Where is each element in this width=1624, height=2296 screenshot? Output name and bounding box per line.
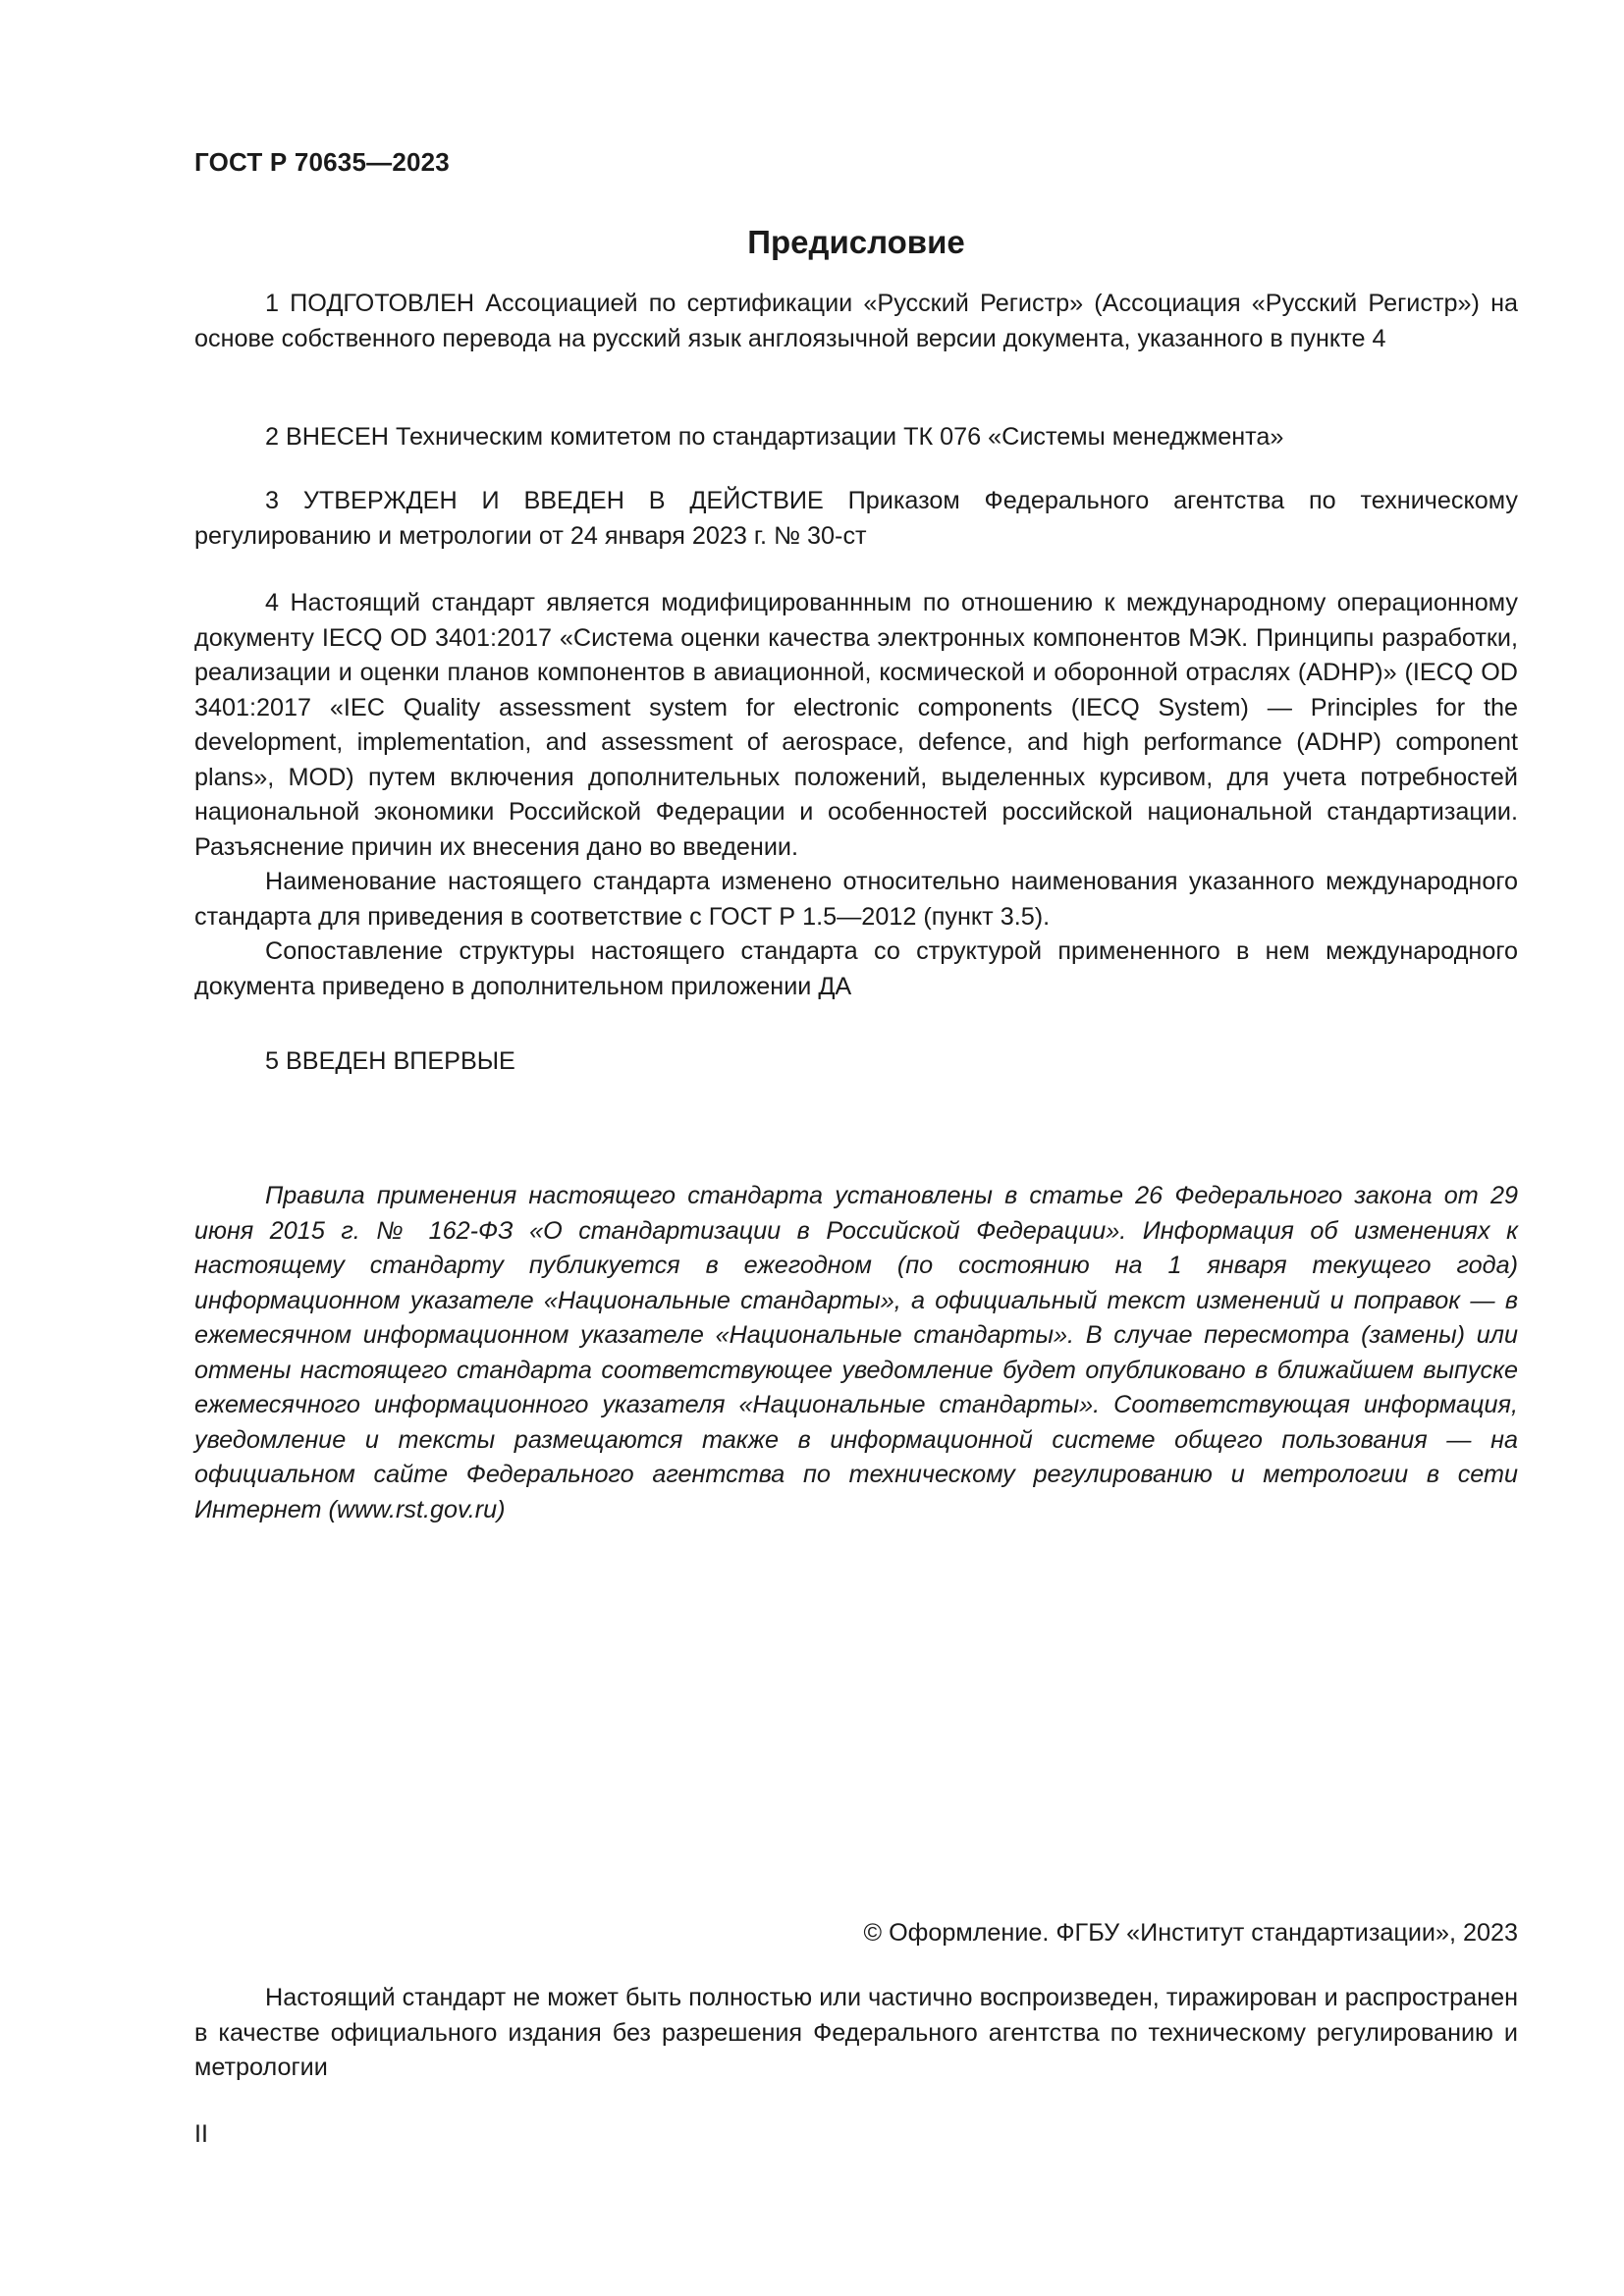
copyright-line: © Оформление. ФГБУ «Институт стандартизации», 2023 xyxy=(863,1919,1518,1947)
foreword-item-3-text: 3 УТВЕРЖДЕН И ВВЕДЕН В ДЕЙСТВИЕ Приказом Федерального агентства по техническому регулированию и метрологии от 24 января 2023 г. № 30-ст xyxy=(194,487,1518,550)
foreword-item-4-paragraph-2: Наименование настоящего стандарта изменено относительно наименования указанного международного стандарта для приведения в соответствие с ГОСТ Р 1.5—2012 (пункт 3.5). xyxy=(194,868,1518,931)
application-rules-notice xyxy=(194,1179,1518,1527)
foreword-item-5 xyxy=(194,1044,1518,1080)
standard-designation: ГОСТ Р 70635—2023 xyxy=(194,147,450,177)
reproduction-restriction-text: Настоящий стандарт не может быть полностью или частично воспроизведен, тиражирован и распространен в качестве официального издания без разрешения Федерального агентства по техническому регулированию и метрологии xyxy=(194,1984,1518,2081)
foreword-item-4 xyxy=(194,586,1518,1004)
foreword-item-4-paragraph-1: 4 Настоящий стандарт является модифицированнным по отношению к международному операционному документу IECQ OD 3401:2017 «Система оценки качества электронных компонентов МЭК. Принципы разработки, реализации и оценки планов компонентов в авиационной, космической и оборонной отраслях (ADHP)» (IECQ OD 3401:2017 «IEC Quality assessment system for electronic components (IECQ System) — Principles for the development, implementation, and assessment of aerospace, defence, and high performance (ADHP) component plans», MOD) путем включения дополнительных положений, выделенных курсивом, для учета потребностей национальной экономики Российской Федерации и особенностей российской национальной стандартизации. Разъяснение причин их внесения дано во введении. xyxy=(194,589,1518,861)
foreword-item-2 xyxy=(194,420,1518,455)
foreword-item-5-text: 5 ВВЕДЕН ВПЕРВЫЕ xyxy=(265,1047,515,1075)
foreword-item-2-text: 2 ВНЕСЕН Техническим комитетом по стандартизации ТК 076 «Системы менеджмента» xyxy=(265,423,1284,451)
foreword-item-1-text: 1 ПОДГОТОВЛЕН Ассоциацией по сертификации «Русский Регистр» (Ассоциация «Русский Регистр») на основе собственного перевода на русский язык англоязычной версии документа, указанного в пункте 4 xyxy=(194,290,1518,352)
reproduction-restriction xyxy=(194,1981,1518,2086)
page-number: II xyxy=(194,2120,208,2148)
foreword-item-1 xyxy=(194,287,1518,356)
foreword-item-3 xyxy=(194,484,1518,554)
foreword-item-4-paragraph-3: Сопоставление структуры настоящего стандарта со структурой примененного в нем международного документа приведено в дополнительном приложении ДА xyxy=(194,937,1518,1000)
application-rules-text: Правила применения настоящего стандарта установлены в статье 26 Федерального закона от 29 июня 2015 г. № 162-ФЗ «О стандартизации в Российской Федерации». Информация об изменениях к настоящему стандарту публикуется в ежегодном (по состоянию на 1 января текущего года) информационном указателе «Национальные стандарты», а официальный текст изменений и поправок — в ежемесячном информационном указателе «Национальные стандарты». В случае пересмотра (замены) или отмены настоящего стандарта соответствующее уведомление будет опубликовано в ближайшем выпуске ежемесячного информационного указателя «Национальные стандарты». Соответствующая информация, уведомление и тексты размещаются также в информационной системе общего пользования — на официальном сайте Федерального агентства по техническому регулированию и метрологии в сети Интернет (www.rst.gov.ru) xyxy=(194,1182,1518,1523)
foreword-title: Предисловие xyxy=(747,224,965,260)
